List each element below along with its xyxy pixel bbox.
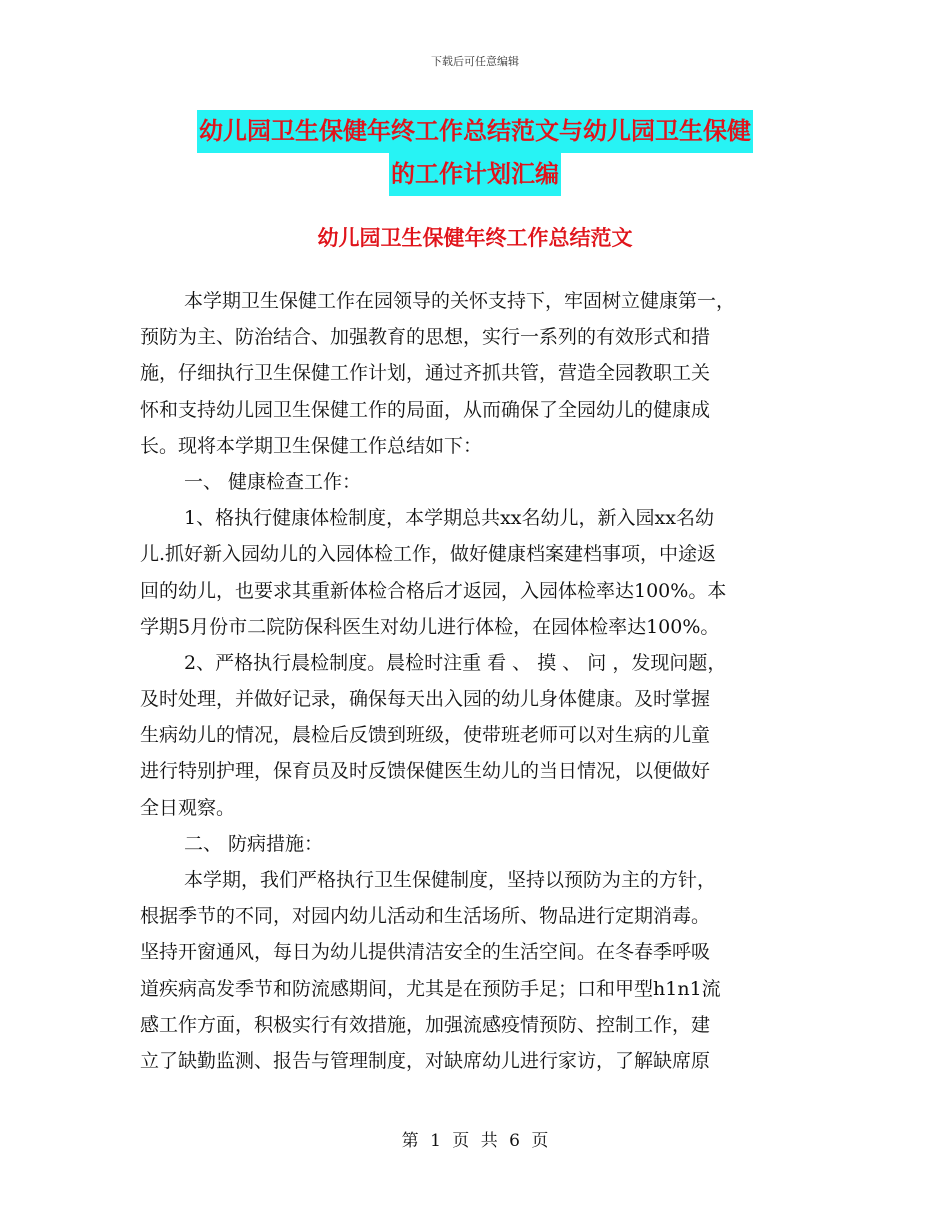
body-line: 2、严格执行晨检制度。晨检时注重 看 、 摸 、 问 ，发现问题， <box>184 651 727 674</box>
body-line: 预防为主、防治结合、加强教育的思想，实行一系列的有效形式和措 <box>140 326 711 349</box>
body-line: 儿.抓好新入园幼儿的入园体检工作，做好健康档案建档事项，中途返 <box>140 543 717 566</box>
body-line: 立了缺勤监测、报告与管理制度，对缺席幼儿进行家访，了解缺席原 <box>140 1049 711 1072</box>
body-line: 一、 健康检查工作： <box>184 470 362 493</box>
body-line: 根据季节的不同，对园内幼儿活动和生活场所、物品进行定期消毒。 <box>140 905 711 928</box>
body-line: 及时处理，并做好记录，确保每天出入园的幼儿身体健康。及时掌握 <box>140 688 711 711</box>
body-line: 学期5月份市二院防保科医生对幼儿进行体检，在园体检率达100%。 <box>140 615 720 638</box>
body-line: 进行特别护理，保育员及时反馈保健医生幼儿的当日情况，以便做好 <box>140 760 711 783</box>
body-line: 二、 防病措施： <box>184 832 324 855</box>
header-note: 下载后可任意编辑 <box>431 55 519 68</box>
body-line: 长。现将本学期卫生保健工作总结如下： <box>140 434 483 457</box>
document-title <box>0 110 950 196</box>
body-line: 回的幼儿，也要求其重新体检合格后才返园，入园体检率达100%。本 <box>140 579 727 602</box>
page-footer: 第 1 页 共 6 页 <box>401 1131 549 1151</box>
body-line: 生病幼儿的情况，晨检后反馈到班级，使带班老师可以对生病的儿童 <box>140 724 711 747</box>
body-line: 本学期卫生保健工作在园领导的关怀支持下，牢固树立健康第一， <box>184 290 736 312</box>
body-line: 施，仔细执行卫生保健工作计划，通过齐抓共管，营造全园教职工关 <box>140 362 711 385</box>
body-line: 本学期，我们严格执行卫生保健制度，坚持以预防为主的方针， <box>184 869 717 891</box>
body-line: 感工作方面，积极实行有效措施，加强流感疫情预防、控制工作，建 <box>140 1013 711 1036</box>
body-text <box>140 283 830 1079</box>
body-line: 道疾病高发季节和防流感期间，尤其是在预防手足；口和甲型h1n1流 <box>140 977 721 1000</box>
section-title: 幼儿园卫生保健年终工作总结范文 <box>317 226 633 250</box>
body-line: 1、格执行健康体检制度，本学期总共xx名幼儿，新入园xx名幼 <box>184 507 714 530</box>
body-line: 坚持开窗通风，每日为幼儿提供清洁安全的生活空间。在冬春季呼吸 <box>140 941 711 964</box>
title-line-2: 的工作计划汇编 <box>389 153 561 196</box>
body-line: 全日观察。 <box>140 796 236 819</box>
body-line: 怀和支持幼儿园卫生保健工作的局面，从而确保了全园幼儿的健康成 <box>140 398 711 421</box>
title-line-1: 幼儿园卫生保健年终工作总结范文与幼儿园卫生保健 <box>197 110 753 153</box>
